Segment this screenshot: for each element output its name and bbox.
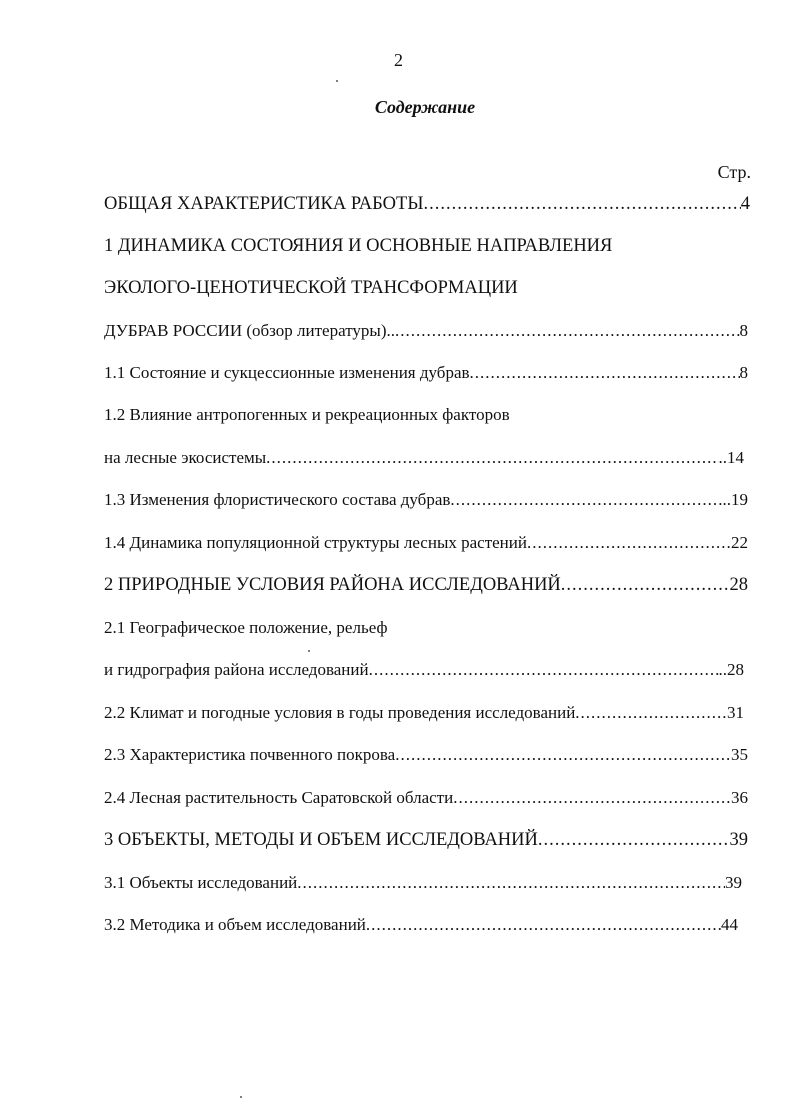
toc-entry-page: 4 [740,194,750,214]
toc-entry-text: ДУБРАВ РОССИИ (обзор литературы).. [104,321,396,340]
toc-entry-page: 39 [729,830,748,850]
toc-leader-dots [297,872,725,894]
toc-leader-dots [423,193,740,215]
toc-entry [104,617,387,639]
toc-entry-page: ..28 [718,660,744,679]
toc-entry-text: 2.4 Лесная растительность Саратовской области [104,788,454,807]
toc-entry [104,787,748,809]
toc-entry-page: 28 [729,575,748,595]
toc-entry [104,872,742,894]
toc-entry-text: 2.2 Климат и погодные условия в годы проведения исследований [104,703,576,722]
toc-entry-page: 22 [731,533,748,552]
toc-entry-page: 31 [727,703,744,722]
toc-entry [104,914,738,936]
toc-entry-page: 8 [739,321,748,340]
toc-entry [104,320,748,342]
toc-entry-page: 39 [725,873,742,892]
toc-entry-text: и гидрография района исследований [104,660,369,679]
toc-entry-text: 1 ДИНАМИКА СОСТОЯНИЯ И ОСНОВНЫЕ НАПРАВЛЕНИЯ [104,236,613,256]
pages-column-label: Стр. [717,162,751,182]
toc-entry-page: 35 [731,745,748,764]
toc-entry-text: 2 ПРИРОДНЫЕ УСЛОВИЯ РАЙОНА ИССЛЕДОВАНИЙ [104,575,561,595]
toc-entry [104,404,510,426]
toc-entry-text: 3 ОБЪЕКТЫ, МЕТОДЫ И ОБЪЕМ ИССЛЕДОВАНИЙ [104,830,538,850]
toc-entry [104,702,744,724]
toc-entry-text: 1.2 Влияние антропогенных и рекреационных факторов [104,405,510,424]
toc-leader-dots [575,702,727,724]
toc-entry-page: ...19 [718,490,748,509]
toc-entry [104,277,518,299]
toc-entry-page: 8 [739,363,748,382]
toc-entry [104,829,748,851]
toc-entry-page: ..14 [718,448,744,467]
toc-entry [104,744,748,766]
page-number: 2 [394,50,403,70]
toc-entry-text: 3.1 Объекты исследований [104,873,298,892]
toc-entry [104,532,748,554]
scan-speck [240,1096,242,1098]
toc-entry-text: 1.4 Динамика популяционной структуры лесных растений [104,533,527,552]
toc-entry [104,362,748,384]
toc-entry-text: 2.3 Характеристика почвенного покрова [104,745,396,764]
toc-leader-dots [527,532,731,554]
toc-entry [104,193,750,215]
page-title: Содержание [374,97,476,117]
toc-leader-dots [538,829,730,851]
toc-entry-text: ОБЩАЯ ХАРАКТЕРИСТИКА РАБОТЫ [104,194,424,214]
toc-entry [104,235,612,257]
toc-entry-text: 3.2 Методика и объем исследований [104,915,366,934]
toc-entry-text: ЭКОЛОГО-ЦЕНОТИЧЕСКОЙ ТРАНСФОРМАЦИИ [104,278,518,298]
toc-leader-dots [450,489,718,511]
toc-entry-page: 44 [721,915,738,934]
toc-entry [104,447,744,469]
scan-speck [336,80,338,82]
toc-leader-dots [369,659,719,681]
toc-leader-dots [453,787,731,809]
toc-entry [104,659,744,681]
toc-leader-dots [561,574,730,596]
toc-entry-text: 1.3 Изменения флористического состава дубрав [104,490,451,509]
toc-entry-text: 2.1 Географическое положение, рельеф [104,618,388,637]
toc-leader-dots [395,744,731,766]
toc-entry-text: 1.1 Состояние и сукцессионные изменения дубрав [104,363,470,382]
toc-entry-text: на лесные экосистемы [104,448,267,467]
scan-speck [308,650,310,652]
toc-leader-dots [366,914,721,936]
toc-leader-dots [266,447,718,469]
toc-entry [104,489,748,511]
toc-entry-page: 36 [731,788,748,807]
toc-entry [104,574,748,596]
toc-leader-dots [470,362,740,384]
toc-leader-dots [395,320,739,342]
